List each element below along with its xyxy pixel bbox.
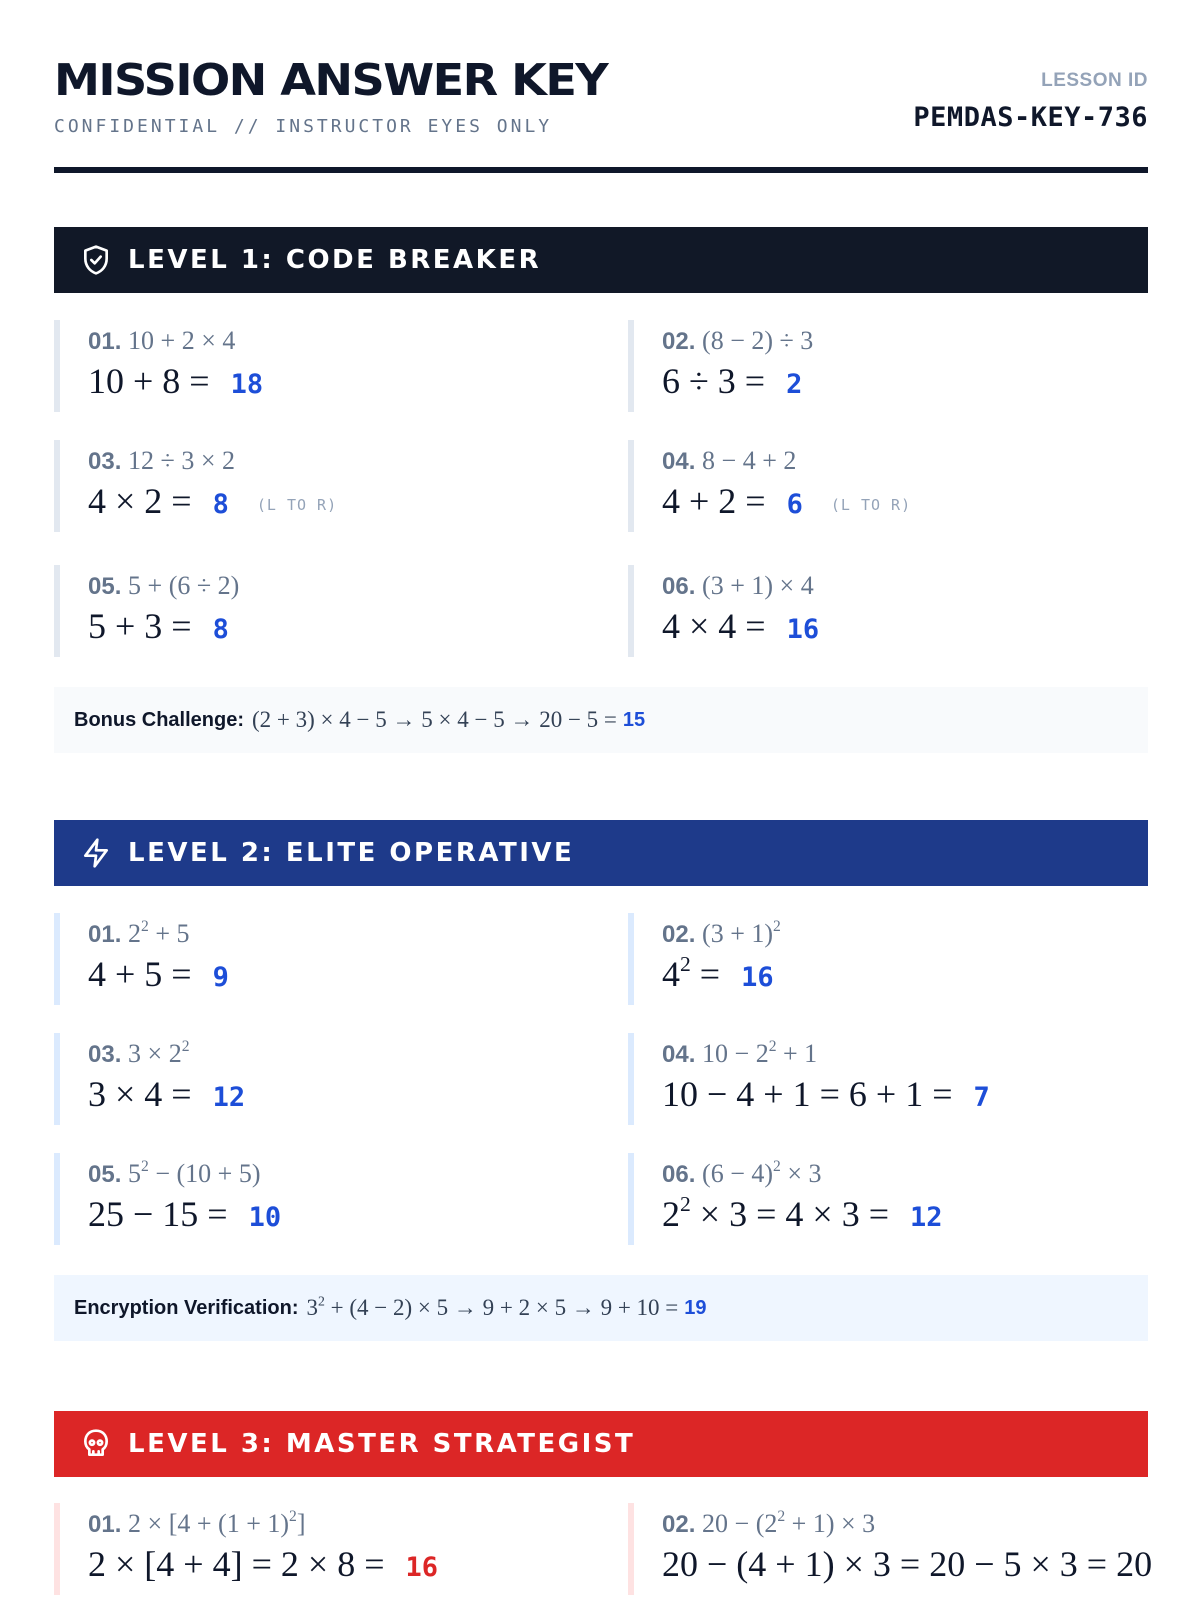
- header-divider: [54, 167, 1148, 173]
- problem-number: 02.: [662, 921, 696, 948]
- problem-number: 01.: [88, 921, 122, 948]
- problem-number: 05.: [88, 1161, 122, 1188]
- page-subtitle: CONFIDENTIAL // INSTRUCTOR EYES ONLY: [54, 116, 553, 137]
- answer-value: 6: [786, 489, 803, 520]
- level-3-title: LEVEL 3: MASTER STRATEGIST: [128, 1429, 636, 1459]
- problem-work: 4 + 5 = 9: [88, 954, 229, 994]
- problem-expression: $3 \times 2^2$: [128, 1038, 190, 1068]
- page-title: MISSION ANSWER KEY: [54, 55, 608, 106]
- answer-value: 9: [212, 962, 229, 993]
- problem-expression: $20 - (2^2 + 1) \times 3$: [702, 1508, 876, 1538]
- problem-expression: $2^2 + 5$: [128, 918, 190, 948]
- skull-icon: [80, 1428, 112, 1460]
- problem-work: 3 × 4 = 12: [88, 1074, 246, 1114]
- problem-expression: 8 − 4 + 2: [702, 446, 797, 475]
- problem-work: 10 + 8 = 18: [88, 361, 264, 401]
- problem-number: 05.: [88, 573, 122, 600]
- problem-number: 06.: [662, 1161, 696, 1188]
- problem-card: [628, 1503, 1200, 1595]
- problem-expression: 12 ÷ 3 × 2: [128, 446, 235, 475]
- answer-value: 16: [405, 1552, 439, 1583]
- problem-number: 04.: [662, 1041, 696, 1068]
- level-2-banner: [54, 820, 1148, 886]
- shield-check-icon: [80, 244, 112, 276]
- problem-card: [54, 913, 574, 1005]
- level-3-banner: [54, 1411, 1148, 1477]
- problem-expression: $5^2 - (10 + 5)$: [128, 1158, 261, 1188]
- bonus-expression: (2 + 3) × 4 − 5 → 5 × 4 − 5 → 20 − 5 =: [252, 707, 617, 732]
- lesson-block: [913, 70, 1148, 133]
- answer-value: 12: [212, 1082, 246, 1113]
- problem-number: 06.: [662, 573, 696, 600]
- problem-work: $4^2 = 16$: [662, 951, 774, 994]
- answer-value: 2: [786, 369, 803, 400]
- level-1-title: LEVEL 1: CODE BREAKER: [128, 245, 542, 275]
- problem-card: [628, 913, 1148, 1005]
- problem-number: 01.: [88, 1511, 122, 1538]
- bonus-label: Encryption Verification:: [74, 1296, 299, 1319]
- problem-work: 4 × 2 = 8 (L TO R): [88, 481, 338, 521]
- lightning-bolt-icon: [80, 837, 112, 869]
- problem-work: 25 − 15 = 10: [88, 1194, 282, 1234]
- problem-card: [54, 1503, 574, 1595]
- answer-value: 16: [786, 614, 820, 645]
- problem-work: 10 − 4 + 1 = 6 + 1 = 7: [662, 1074, 990, 1114]
- bonus-expression: $3^2 + (4 - 2) \times 5 \to 9 + 2 \times 5 \to 9 + 10$ =: [306, 1293, 679, 1320]
- problem-expression: $(3 + 1)^2$: [702, 918, 781, 948]
- problem-number: 03.: [88, 448, 122, 475]
- answer-value: 7: [973, 1082, 990, 1113]
- bonus-label: Bonus Challenge:: [74, 708, 245, 731]
- problem-card: [628, 440, 1148, 532]
- problem-card: [54, 1033, 574, 1125]
- problem-number: 02.: [662, 1511, 696, 1538]
- problem-work: $2^2 \times 3 = 4 \times 3 = 12$: [662, 1191, 943, 1234]
- bonus-result: 15: [622, 708, 646, 731]
- answer-value: 12: [910, 1202, 943, 1233]
- problem-work: 2 × [4 + 4] = 2 × 8 = 16: [88, 1544, 439, 1584]
- problem-card: [628, 320, 1148, 412]
- lesson-id-value: PEMDAS-KEY-736: [913, 102, 1148, 133]
- problem-card: [628, 565, 1148, 657]
- order-note: (L TO R): [830, 495, 912, 514]
- problem-expression: $10 - 2^2 + 1$: [702, 1038, 818, 1068]
- problem-number: 04.: [662, 448, 696, 475]
- problem-work: 20 − (4 + 1) × 3 = 20 − 5 × 3 = 20: [662, 1544, 1153, 1584]
- problem-number: 03.: [88, 1041, 122, 1068]
- order-note: (L TO R): [256, 495, 338, 514]
- problem-card: [54, 320, 574, 412]
- answer-value: 8: [212, 489, 229, 520]
- problem-expression: (3 + 1) × 4: [702, 571, 814, 600]
- bonus-challenge-box: [54, 687, 1148, 753]
- problem-work: 5 + 3 = 8: [88, 606, 229, 646]
- encryption-verification-box: [54, 1275, 1148, 1341]
- problem-card: [54, 565, 574, 657]
- problem-expression: 10 + 2 × 4: [128, 326, 236, 355]
- page-header: [54, 56, 1148, 137]
- problem-expression: $2 \times [4 + (1 + 1)^2]$: [128, 1508, 306, 1538]
- problem-card: [628, 1033, 1148, 1125]
- answer-value: 10: [248, 1202, 282, 1233]
- problem-work: 6 ÷ 3 = 2: [662, 361, 803, 401]
- problem-card: [54, 440, 574, 532]
- answer-value: 18: [230, 369, 264, 400]
- level-2-title: LEVEL 2: ELITE OPERATIVE: [128, 838, 575, 868]
- problem-expression: 5 + (6 ÷ 2): [128, 571, 240, 600]
- answer-value: 16: [741, 962, 774, 993]
- answer-value: 8: [212, 614, 229, 645]
- problem-card: [628, 1153, 1148, 1245]
- problem-work: 4 + 2 = 6 (L TO R): [662, 481, 912, 521]
- level-1-banner: [54, 227, 1148, 293]
- problem-number: 01.: [88, 328, 122, 355]
- problem-expression: (8 − 2) ÷ 3: [702, 326, 814, 355]
- problem-card: [54, 1153, 574, 1245]
- problem-number: 02.: [662, 328, 696, 355]
- problem-work: 4 × 4 = 16: [662, 606, 820, 646]
- bonus-result: 19: [684, 1296, 707, 1319]
- problem-expression: $(6 - 4)^2 \times 3$: [702, 1158, 822, 1188]
- lesson-id-label: LESSON ID: [1041, 70, 1148, 91]
